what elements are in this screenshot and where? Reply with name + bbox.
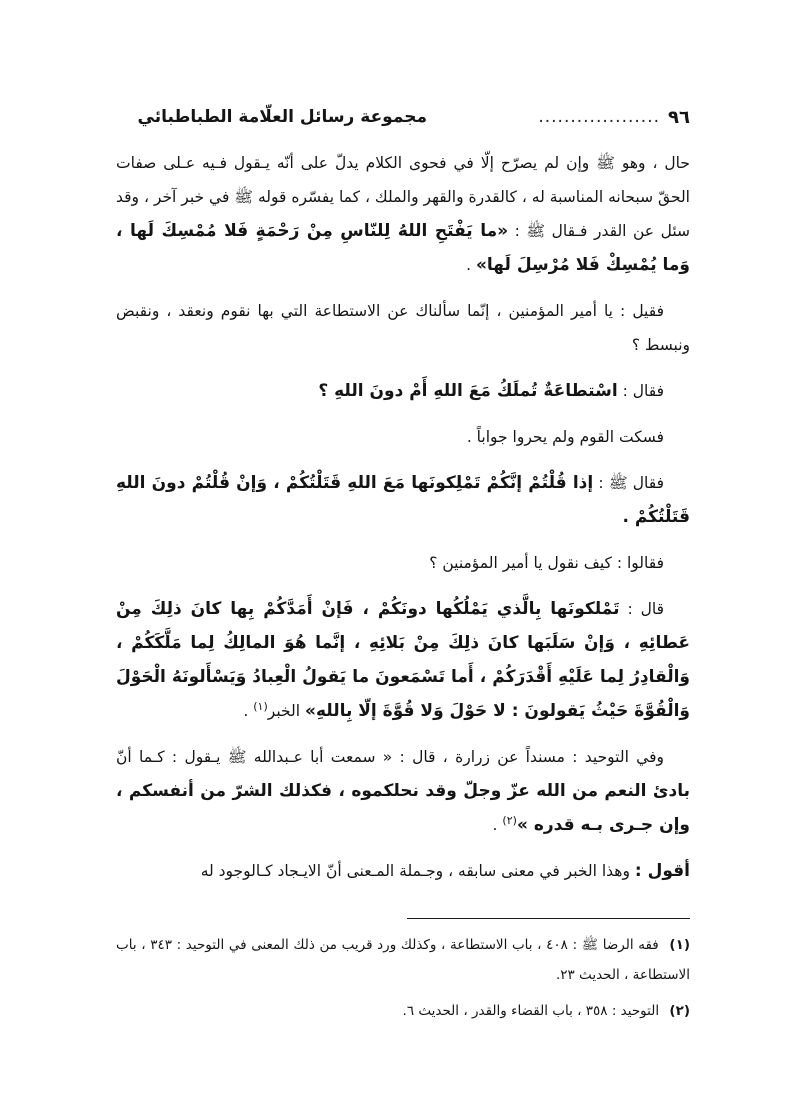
paragraph-7-tail: الخبر — [267, 702, 301, 720]
book-title: مجموعة رسائل العلّامة الطباطبائي — [137, 107, 428, 127]
footnote-1-number: (١) — [669, 937, 690, 953]
footnote-ref-2: (٢) — [502, 813, 517, 827]
paragraph-5 — [116, 466, 690, 534]
page-number: ٩٦ — [668, 106, 690, 128]
footnote-divider — [407, 918, 690, 919]
paragraph-3-lead: فقال : — [622, 382, 664, 400]
paragraph-9-text: وهذا الخبر في معنى سابقه ، وجـملة المـعنى أنّ الايـجاد كـالوجود له — [200, 862, 630, 880]
main-text — [116, 146, 690, 900]
paragraph-8-quote: بادئ النعم من الله عزّ وجلّ وقد نحلكموه ، فكذلك الشرّ من أنفسكم ، وإن جـرى بـه قدره » — [116, 781, 690, 835]
paragraph-7-lead: قال : — [627, 600, 664, 618]
paragraph-5-lead: فقال ﷺ : — [598, 474, 664, 492]
paragraph-1 — [116, 146, 690, 282]
paragraph-3-quote: اسْتطاعَةٌ تُملَكُ مَعَ اللهِ أَمْ دونَ اللهِ ؟ — [318, 381, 618, 401]
footnote-ref-1: (١) — [253, 699, 268, 713]
footnote-2-number: (٢) — [669, 1003, 690, 1019]
paragraph-7-quote: تَمْلكونَها بِالَّذي يَمْلُكُها دونَكُمْ ، فَإنْ أَمَدَّكُمْ بِها كانَ ذلِكَ مِنْ عَطائِهِ ، وَإنْ سَلَبَها كانَ ذلِكَ مِنْ بَلائِهِ ، إنَّما هُوَ المالِكُ لِما مَلَّكَكُمْ ، وَالْقادِرُ لِما عَلَيْهِ أَقْدَرَكُمْ ، أَما تَسْمَعونَ ما يَقولُ الْعِبادُ وَيَسْأَلونَهُ الْحَوْلَ وَالْقُوَّةَ حَيْثُ يَقولونَ : لا حَوْلَ وَلا قُوَّةَ إلّا بِاللهِ» — [116, 599, 690, 721]
header-leader-dots: ................... — [538, 107, 661, 127]
paragraph-7-end: . — [243, 702, 249, 720]
paragraph-5-quote: إذا قُلْتُمْ إنَّكُمْ تَمْلِكونَها مَعَ اللهِ قَتَلْتُكُمْ ، وَإنْ قُلْتُمْ دونَ اللهِ قَتَلْتُكُمْ . — [116, 473, 690, 527]
paragraph-6: فقالوا : كيف نقول يا أمير المؤمنين ؟ — [429, 554, 664, 572]
paragraph-1-text: حال ، وهو ﷺ وإن لم يصرّح إلّا في فحوى الكلام يدلّ على أنّه يـقول فـيه عـلى صفات الحقّ سبحانه المناسبة له ، كالقدرة والقهر والملك ، كما يفسّره قوله ﷺ في خبر آخر ، وقد سئل عن القدر فـقال ﷺ : — [116, 154, 690, 240]
footnote-2 — [116, 996, 690, 1026]
paragraph-8 — [116, 740, 690, 842]
paragraph-9-lead: أقول : — [634, 861, 690, 881]
footnotes — [116, 930, 690, 1032]
footnote-1-text: فقه الرضا ﷺ : ٤٠٨ ، باب الاستطاعة ، وكذلك ورد قريب من ذلك المعنى في التوحيد : ٣٤٣ ، باب الاستطاعة ، الحديث ٢٣. — [116, 937, 690, 983]
paragraph-2: فقيل : يا أمير المؤمنين ، إنّما سألناك عن الاستطاعة التي بها نقوم ونعقد ، ونقبض ونبسط ؟ — [116, 302, 690, 354]
paragraph-8-end: . — [492, 816, 498, 834]
quran-verse: «ما يَفْتَحِ اللهُ لِلنّاسِ مِنْ رَحْمَةٍ فَلا مُمْسِكَ لَها ، وَما يُمْسِكْ فَلا مُرْسِلَ لَها» — [116, 221, 690, 275]
paragraph-7 — [116, 592, 690, 728]
footnote-1 — [116, 930, 690, 990]
paragraph-9 — [116, 854, 690, 888]
paragraph-8-text: وفي التوحيد : مسنداً عن زرارة ، قال : « سمعت أبا عـبدالله ﷺ يـقول : كـما أنّ — [116, 748, 664, 766]
footnote-2-text: التوحيد : ٣٥٨ ، باب القضاء والقدر ، الحديث ٦. — [402, 1003, 660, 1019]
paragraph-1-end: . — [466, 256, 471, 274]
paragraph-4: فسكت القوم ولم يحروا جواباً . — [466, 428, 664, 446]
running-header — [118, 100, 690, 134]
paragraph-3 — [116, 374, 690, 408]
